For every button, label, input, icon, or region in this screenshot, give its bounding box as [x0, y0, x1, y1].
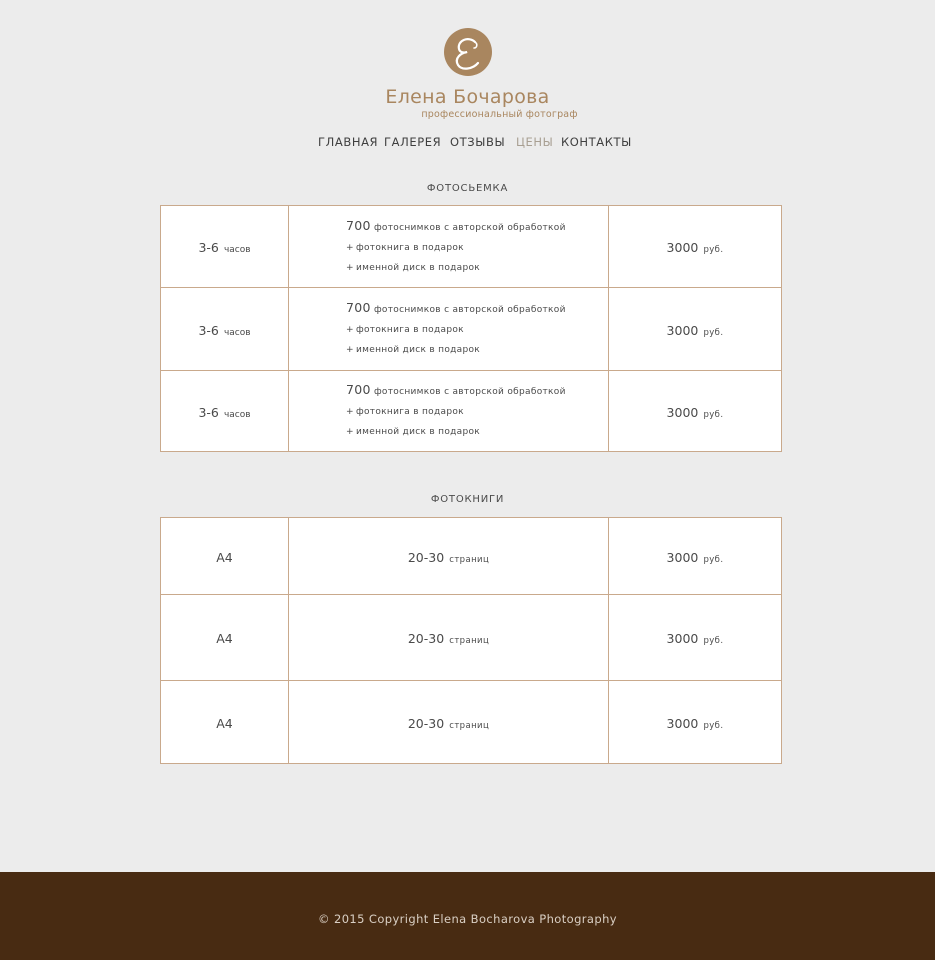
duration-value: 3-6: [198, 404, 219, 420]
plus-icon: +: [346, 242, 354, 253]
duration-value: 3-6: [198, 240, 219, 255]
price-currency: руб.: [703, 554, 724, 565]
price-currency: руб.: [703, 720, 724, 731]
logo-letter-mark: [444, 28, 492, 76]
duration-unit: часов: [223, 409, 251, 420]
plus-icon: +: [346, 262, 354, 273]
price-value: 3000: [666, 240, 699, 255]
feature-disc: именной диск в подарок: [356, 262, 481, 273]
brand-name[interactable]: Елена Бочарова: [385, 86, 550, 108]
nav-item-contacts[interactable]: КОНТАКТЫ: [561, 135, 632, 149]
format-cell: [161, 681, 289, 764]
duration-unit: часов: [223, 245, 251, 255]
feature-disc: именной диск в подарок: [356, 345, 481, 355]
plus-icon: +: [346, 345, 354, 355]
price-cell: [609, 288, 782, 371]
logo-icon[interactable]: [444, 28, 492, 76]
footer-copyright: © 2015 Copyright Elena Bocharova Photography: [318, 912, 617, 926]
plus-icon: +: [346, 325, 354, 335]
duration-cell: [161, 206, 289, 288]
main-nav: [0, 135, 935, 151]
description-cell: [289, 288, 609, 371]
format-cell: [161, 518, 289, 595]
pages-cell: [289, 595, 609, 681]
duration-cell: [161, 288, 289, 371]
format-cell: [161, 595, 289, 681]
price-currency: руб.: [703, 327, 724, 338]
feature-photobook: фотокнига в подарок: [356, 407, 464, 417]
photobooks-title: ФОТОКНИГИ: [430, 494, 505, 505]
table-row: [161, 681, 782, 764]
table-row: [161, 371, 782, 452]
price-currency: руб.: [703, 409, 724, 420]
description-cell: [289, 371, 609, 452]
price-cell: [609, 595, 782, 681]
table-row: [161, 518, 782, 595]
pages-cell: [289, 518, 609, 595]
pages-unit: страниц: [449, 636, 490, 646]
price-currency: руб.: [703, 245, 724, 255]
feature-photobook: фотокнига в подарок: [356, 242, 464, 253]
photoshoot-title: ФОТОСЬЕМКА: [426, 183, 509, 194]
nav-item-prices[interactable]: ЦЕНЫ: [516, 135, 554, 149]
nav-item-gallery[interactable]: ГАЛЕРЕЯ: [384, 135, 442, 149]
photos-text: фотоснимков с авторской обработкой: [373, 387, 566, 397]
description-cell: [289, 206, 609, 288]
price-cell: [609, 206, 782, 288]
price-cell: [609, 681, 782, 764]
duration-value: 3-6: [198, 322, 219, 338]
plus-icon: +: [346, 427, 354, 437]
photobooks-price-table: [160, 517, 782, 764]
duration-cell: [161, 371, 289, 452]
photos-count: 700: [346, 382, 371, 397]
site-footer: [0, 872, 935, 960]
photos-text: фотоснимков с авторской обработкой: [373, 222, 566, 233]
book-format: А4: [216, 549, 233, 565]
price-value: 3000: [666, 549, 699, 565]
pages-count: 20-30: [407, 715, 445, 731]
photoshoot-price-table: [160, 205, 782, 452]
book-format: А4: [216, 715, 233, 731]
duration-unit: часов: [223, 327, 251, 338]
book-format: А4: [216, 631, 233, 646]
photos-count: 700: [346, 217, 371, 233]
price-cell: [609, 371, 782, 452]
pages-unit: страниц: [449, 720, 490, 731]
price-value: 3000: [666, 322, 699, 338]
price-currency: руб.: [703, 636, 724, 646]
price-value: 3000: [666, 715, 699, 731]
site-header: [0, 0, 935, 170]
pages-unit: страниц: [449, 554, 490, 565]
feature-photobook: фотокнига в подарок: [356, 325, 464, 335]
photos-count: 700: [346, 300, 371, 315]
pages-count: 20-30: [407, 631, 445, 646]
pages-count: 20-30: [407, 549, 445, 565]
photos-text: фотоснимков с авторской обработкой: [373, 305, 566, 315]
table-row: [161, 595, 782, 681]
pages-cell: [289, 681, 609, 764]
nav-item-reviews[interactable]: ОТЗЫВЫ: [450, 135, 506, 149]
table-row: [161, 206, 782, 288]
price-value: 3000: [666, 404, 699, 420]
price-cell: [609, 518, 782, 595]
table-row: [161, 288, 782, 371]
feature-disc: именной диск в подарок: [356, 427, 481, 437]
price-value: 3000: [666, 631, 699, 646]
nav-item-home[interactable]: ГЛАВНАЯ: [318, 135, 379, 149]
brand-subtitle: профессиональный фотограф: [421, 109, 578, 120]
plus-icon: +: [346, 407, 354, 417]
